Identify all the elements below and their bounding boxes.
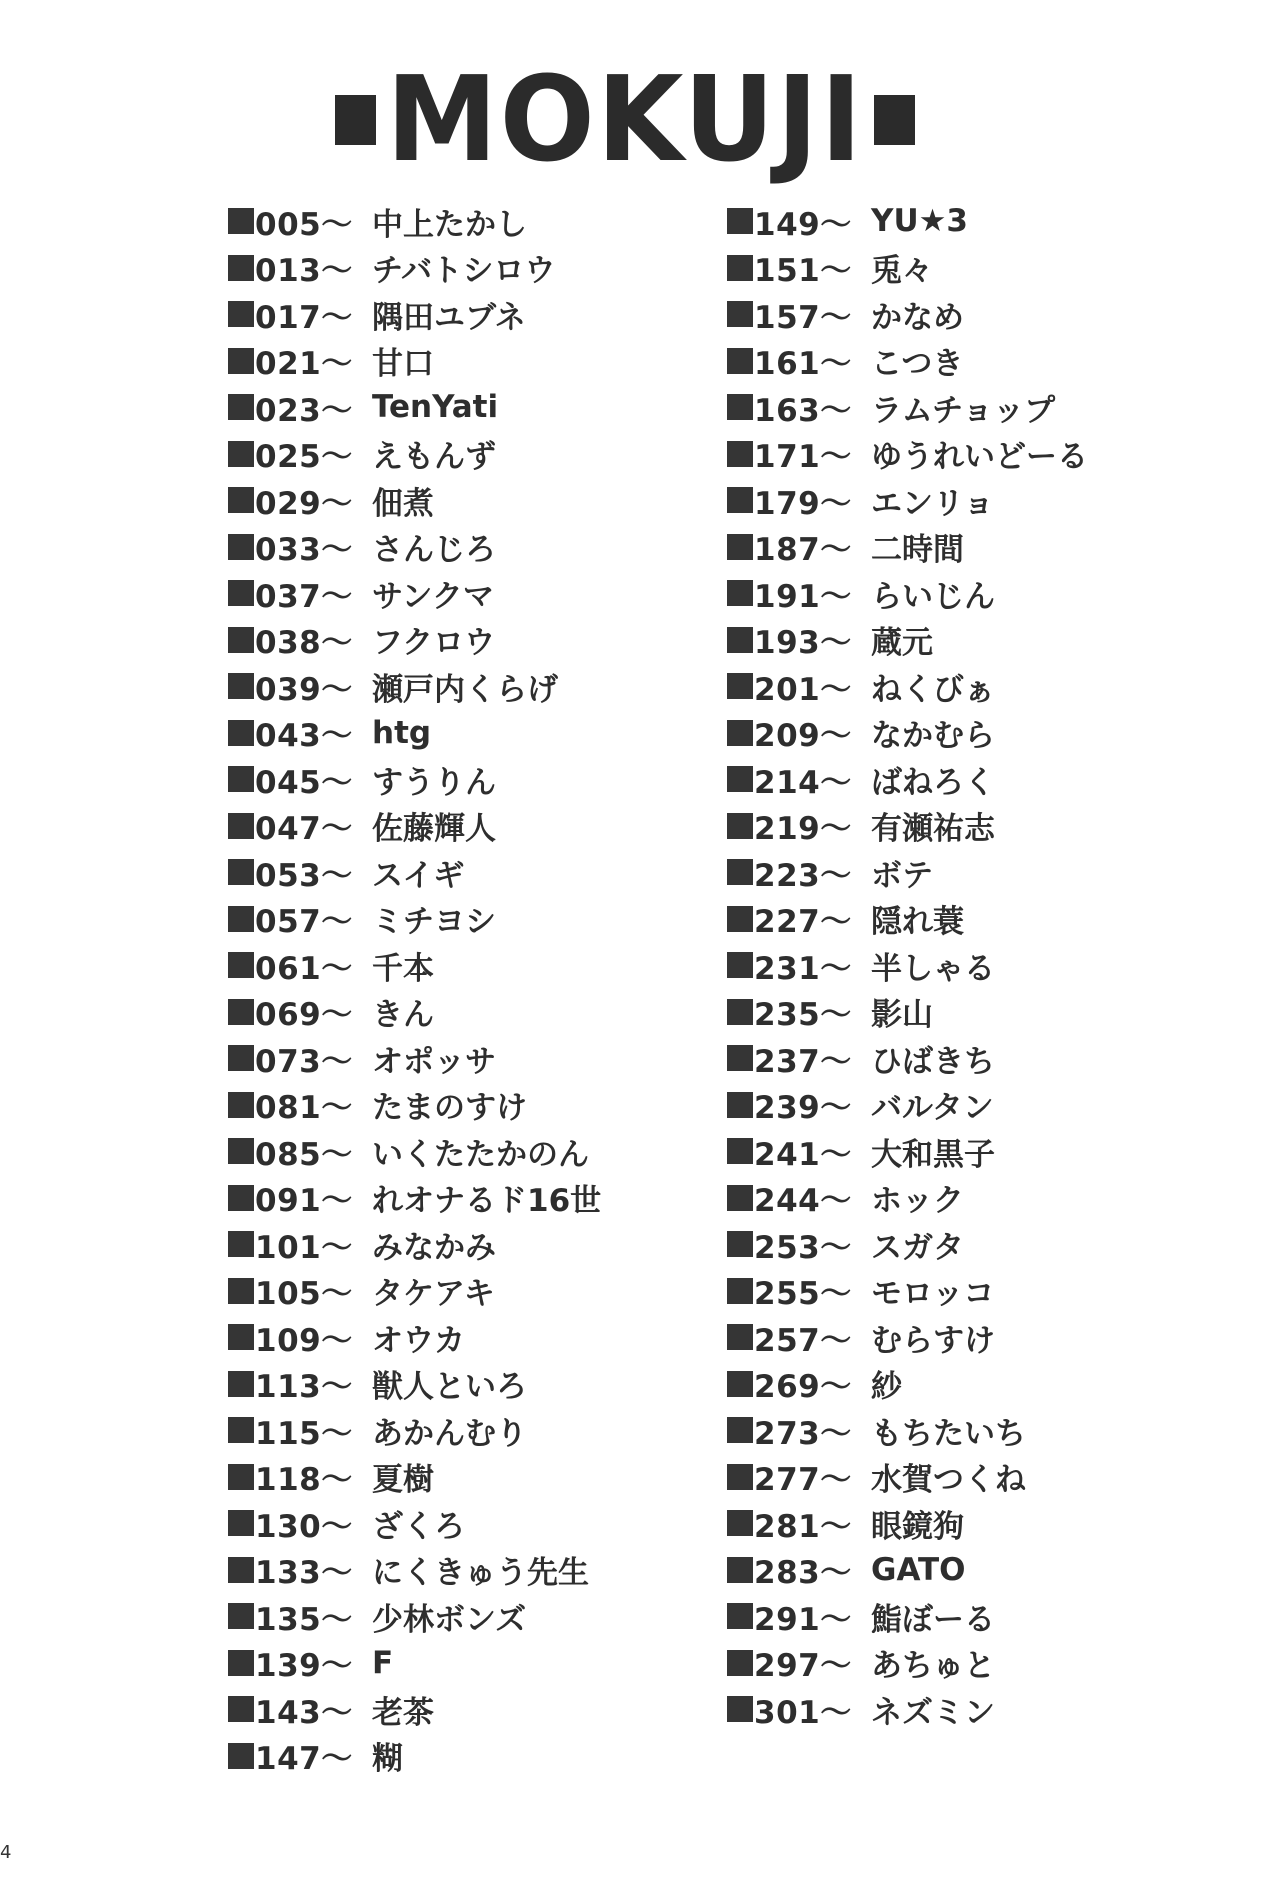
entry-page-number: 179～	[754, 485, 852, 522]
entry-page-number: 283～	[754, 1555, 852, 1592]
entry-page-number: 163～	[754, 392, 852, 429]
entry-page-number: 115～	[255, 1415, 353, 1452]
toc-entry	[228, 1547, 601, 1594]
entry-page-number: 069～	[255, 997, 353, 1034]
entry-page-number: 157～	[754, 299, 852, 336]
entry-page-number: 257～	[754, 1322, 852, 1359]
entry-author-name: ボテ	[871, 857, 933, 894]
entry-author-name: もちたいち	[871, 1415, 1026, 1452]
bullet-square-icon	[727, 534, 753, 560]
toc-entry	[228, 524, 601, 571]
toc-entry	[727, 245, 1088, 292]
toc-entry	[228, 1221, 601, 1268]
entry-page-number: 029～	[255, 485, 353, 522]
toc-entry	[727, 756, 1088, 803]
toc-entry	[727, 477, 1088, 524]
entry-page-number: 023～	[255, 392, 353, 429]
entry-page-number: 291～	[754, 1601, 852, 1638]
bullet-square-icon	[228, 301, 254, 327]
bullet-square-icon	[727, 1371, 753, 1397]
entry-author-name: かなめ	[871, 299, 964, 336]
entry-author-name: えもんず	[372, 439, 496, 476]
bullet-square-icon	[228, 1092, 254, 1118]
bullet-square-icon	[727, 1464, 753, 1490]
bullet-square-icon	[228, 906, 254, 932]
bullet-square-icon	[727, 1185, 753, 1211]
toc-entry	[727, 1500, 1088, 1547]
bullet-square-icon	[727, 720, 753, 746]
toc-entry	[727, 1454, 1088, 1501]
toc-entry	[228, 1175, 601, 1222]
bullet-square-icon	[228, 1464, 254, 1490]
toc-entry	[727, 1082, 1088, 1129]
bullet-square-icon	[727, 1603, 753, 1629]
entry-page-number: 241～	[754, 1136, 852, 1173]
toc-entry	[228, 1407, 601, 1454]
bullet-square-icon	[727, 673, 753, 699]
entry-page-number: 219～	[754, 811, 852, 848]
entry-author-name: ホック	[871, 1183, 964, 1220]
toc-entry	[727, 617, 1088, 664]
bullet-square-icon	[727, 813, 753, 839]
toc-entry	[228, 1500, 601, 1547]
entry-author-name: TenYati	[372, 389, 499, 426]
toc-entry	[228, 384, 601, 431]
entry-author-name: サンクマ	[372, 578, 494, 615]
entry-page-number: 133～	[255, 1555, 353, 1592]
toc-entry	[228, 756, 601, 803]
bullet-square-icon	[228, 580, 254, 606]
entry-author-name: 眼鏡狗	[871, 1508, 964, 1545]
page-title	[335, 51, 915, 189]
toc-entry	[727, 942, 1088, 989]
toc-entry	[228, 1640, 601, 1687]
entry-author-name: 半しゃる	[871, 950, 995, 987]
toc-entry	[228, 849, 601, 896]
entry-page-number: 171～	[754, 439, 852, 476]
entry-page-number: 061～	[255, 950, 353, 987]
page-number: 4	[0, 1842, 12, 1863]
entry-author-name: YU★3	[871, 203, 968, 240]
toc-entry	[228, 1593, 601, 1640]
entry-author-name: オウカ	[372, 1322, 465, 1359]
bullet-square-icon	[228, 1557, 254, 1583]
entry-page-number: 143～	[255, 1694, 353, 1731]
bullet-square-icon	[727, 1138, 753, 1164]
entry-author-name: 蔵元	[871, 625, 933, 662]
toc-entry	[228, 338, 601, 385]
bullet-square-icon	[228, 1278, 254, 1304]
toc-entry	[727, 803, 1088, 850]
bullet-square-icon	[228, 720, 254, 746]
entry-page-number: 231～	[754, 950, 852, 987]
entry-author-name: あかんむり	[372, 1415, 527, 1452]
bullet-square-icon	[727, 1417, 753, 1443]
bullet-square-icon	[228, 1045, 254, 1071]
bullet-square-icon	[228, 673, 254, 699]
entry-author-name: ミチヨシ	[372, 904, 496, 941]
toc-entry	[228, 477, 601, 524]
entry-page-number: 047～	[255, 811, 353, 848]
bullet-square-icon	[228, 1696, 254, 1722]
entry-page-number: 013～	[255, 253, 353, 290]
toc-entry	[727, 1268, 1088, 1315]
toc-entry	[228, 1454, 601, 1501]
bullet-square-icon	[727, 1650, 753, 1676]
entry-page-number: 301～	[754, 1694, 852, 1731]
bullet-square-icon	[727, 952, 753, 978]
title-square-right-icon	[874, 95, 915, 145]
toc-entry	[228, 1361, 601, 1408]
bullet-square-icon	[727, 1324, 753, 1350]
entry-author-name: あちゅと	[871, 1648, 995, 1685]
entry-page-number: 237～	[754, 1043, 852, 1080]
entry-author-name: オポッサ	[372, 1043, 496, 1080]
entry-page-number: 053～	[255, 857, 353, 894]
entry-author-name: 有瀬祐志	[871, 811, 995, 848]
toc-entry	[727, 849, 1088, 896]
entry-page-number: 081～	[255, 1090, 353, 1127]
entry-page-number: 227～	[754, 904, 852, 941]
entry-page-number: 297～	[754, 1648, 852, 1685]
toc-entry	[228, 989, 601, 1036]
entry-author-name: ラムチョップ	[871, 392, 1056, 429]
bullet-square-icon	[727, 487, 753, 513]
entry-page-number: 149～	[754, 206, 852, 243]
entry-author-name: みなかみ	[372, 1229, 496, 1266]
entry-page-number: 161～	[754, 346, 852, 383]
entry-author-name: ネズミン	[871, 1694, 995, 1731]
entry-page-number: 091～	[255, 1183, 353, 1220]
entry-page-number: 085～	[255, 1136, 353, 1173]
entry-author-name: GATO	[871, 1551, 966, 1588]
entry-page-number: 130～	[255, 1508, 353, 1545]
bullet-square-icon	[228, 1510, 254, 1536]
entry-page-number: 201～	[754, 671, 852, 708]
toc-entry	[228, 617, 601, 664]
entry-author-name: 獣人といろ	[372, 1369, 527, 1406]
entry-author-name: 老茶	[372, 1694, 434, 1731]
entry-author-name: モロッコ	[871, 1276, 995, 1313]
toc-entry	[228, 291, 601, 338]
entry-page-number: 277～	[754, 1462, 852, 1499]
entry-page-number: 193～	[754, 625, 852, 662]
entry-author-name: F	[372, 1644, 394, 1681]
toc-entry	[727, 1407, 1088, 1454]
bullet-square-icon	[228, 766, 254, 792]
toc-entry	[228, 1128, 601, 1175]
entry-author-name: 中上たかし	[372, 206, 527, 243]
entry-page-number: 005～	[255, 206, 353, 243]
toc-entry	[228, 896, 601, 943]
bullet-square-icon	[727, 255, 753, 281]
entry-author-name: 佐藤輝人	[372, 811, 496, 848]
entry-author-name: 大和黒子	[871, 1136, 995, 1173]
entry-page-number: 045～	[255, 764, 353, 801]
bullet-square-icon	[727, 859, 753, 885]
entry-page-number: 269～	[754, 1369, 852, 1406]
toc-entry	[727, 710, 1088, 757]
entry-page-number: 139～	[255, 1648, 353, 1685]
bullet-square-icon	[228, 394, 254, 420]
entry-page-number: 033～	[255, 532, 353, 569]
bullet-square-icon	[228, 1138, 254, 1164]
entry-author-name: 瀬戸内くらげ	[372, 671, 558, 708]
bullet-square-icon	[228, 1603, 254, 1629]
bullet-square-icon	[727, 1045, 753, 1071]
entry-page-number: 039～	[255, 671, 353, 708]
toc-entry	[228, 245, 601, 292]
entry-author-name: 隠れ蓑	[871, 904, 964, 941]
bullet-square-icon	[228, 1743, 254, 1769]
entry-author-name: 紗	[871, 1369, 902, 1406]
bullet-square-icon	[727, 1510, 753, 1536]
entry-page-number: 209～	[754, 718, 852, 755]
bullet-square-icon	[727, 999, 753, 1025]
entry-author-name: タケアキ	[372, 1276, 495, 1313]
entry-author-name: バルタン	[871, 1090, 994, 1127]
entry-author-name: 影山	[871, 997, 933, 1034]
entry-page-number: 281～	[754, 1508, 852, 1545]
entry-page-number: 105～	[255, 1276, 353, 1313]
entry-author-name: ばねろく	[871, 764, 995, 801]
entry-page-number: 135～	[255, 1601, 353, 1638]
bullet-square-icon	[228, 348, 254, 374]
entry-author-name: きん	[372, 997, 434, 1034]
entry-page-number: 255～	[754, 1276, 852, 1313]
entry-page-number: 113～	[255, 1369, 353, 1406]
entry-author-name: こつき	[871, 346, 964, 383]
entry-page-number: 118～	[255, 1462, 353, 1499]
entry-author-name: エンリョ	[871, 485, 995, 522]
entry-author-name: なかむら	[871, 718, 995, 755]
bullet-square-icon	[727, 1557, 753, 1583]
toc-entry	[727, 663, 1088, 710]
bullet-square-icon	[727, 348, 753, 374]
toc-entry	[228, 803, 601, 850]
toc-entry	[727, 1175, 1088, 1222]
bullet-square-icon	[228, 255, 254, 281]
bullet-square-icon	[228, 1185, 254, 1211]
entry-author-name: htg	[372, 714, 432, 751]
entry-page-number: 191～	[754, 578, 852, 615]
entry-author-name: 隅田ユブネ	[372, 299, 526, 336]
bullet-square-icon	[228, 208, 254, 234]
toc-entry	[727, 338, 1088, 385]
bullet-square-icon	[727, 627, 753, 653]
entry-page-number: 109～	[255, 1322, 353, 1359]
toc-entry	[727, 1593, 1088, 1640]
entry-author-name: 水賀つくね	[871, 1462, 1026, 1499]
bullet-square-icon	[727, 766, 753, 792]
bullet-square-icon	[228, 952, 254, 978]
bullet-square-icon	[228, 534, 254, 560]
bullet-square-icon	[727, 1092, 753, 1118]
entry-page-number: 025～	[255, 439, 353, 476]
entry-page-number: 037～	[255, 578, 353, 615]
entry-page-number: 021～	[255, 346, 353, 383]
toc-entry	[727, 1221, 1088, 1268]
bullet-square-icon	[228, 1324, 254, 1350]
entry-page-number: 223～	[754, 857, 852, 894]
toc-entry	[727, 1547, 1088, 1594]
toc-entry	[727, 989, 1088, 1036]
bullet-square-icon	[727, 301, 753, 327]
entry-page-number: 043～	[255, 718, 353, 755]
toc-entry	[727, 384, 1088, 431]
bullet-square-icon	[727, 394, 753, 420]
toc-entry	[228, 1035, 601, 1082]
toc-entry	[228, 1686, 601, 1733]
toc-entry	[727, 198, 1088, 245]
entry-author-name: ゆうれいどーる	[871, 439, 1088, 476]
entry-page-number: 017～	[255, 299, 353, 336]
entry-author-name: たまのすけ	[372, 1090, 527, 1127]
toc-entry	[727, 570, 1088, 617]
toc-right-column	[727, 198, 1088, 1733]
bullet-square-icon	[228, 999, 254, 1025]
bullet-square-icon	[228, 627, 254, 653]
toc-entry	[228, 198, 601, 245]
entry-author-name: れオナるド16世	[372, 1183, 602, 1220]
entry-page-number: 235～	[754, 997, 852, 1034]
entry-page-number: 147～	[255, 1741, 353, 1778]
toc-entry	[727, 1361, 1088, 1408]
toc-entry	[228, 1268, 601, 1315]
bullet-square-icon	[228, 1371, 254, 1397]
entry-page-number: 151～	[754, 253, 852, 290]
entry-author-name: むらすけ	[871, 1322, 995, 1359]
toc-entry	[727, 431, 1088, 478]
entry-author-name: ひばきち	[871, 1043, 995, 1080]
bullet-square-icon	[727, 208, 753, 234]
entry-author-name: チバトシロウ	[372, 253, 556, 290]
entry-author-name: いくたたかのん	[372, 1136, 589, 1173]
entry-author-name: スガタ	[871, 1229, 964, 1266]
entry-author-name: 千本	[372, 950, 434, 987]
entry-page-number: 244～	[754, 1183, 852, 1220]
toc-entry	[727, 1686, 1088, 1733]
entry-author-name: 兎々	[871, 253, 933, 290]
entry-page-number: 101～	[255, 1229, 353, 1266]
toc-entry	[228, 663, 601, 710]
entry-author-name: フクロウ	[372, 625, 496, 662]
entry-page-number: 214～	[754, 764, 852, 801]
toc-entry	[228, 1082, 601, 1129]
entry-author-name: にくきゅう先生	[372, 1555, 589, 1592]
bullet-square-icon	[228, 1417, 254, 1443]
toc-entry	[727, 1035, 1088, 1082]
bullet-square-icon	[228, 1650, 254, 1676]
toc-entry	[727, 291, 1088, 338]
entry-page-number: 057～	[255, 904, 353, 941]
toc-entry	[228, 431, 601, 478]
bullet-square-icon	[228, 487, 254, 513]
entry-author-name: ねくびぁ	[871, 671, 995, 708]
entry-author-name: スイギ	[372, 857, 465, 894]
entry-author-name: 二時間	[871, 532, 964, 569]
entry-author-name: さんじろ	[372, 532, 496, 569]
entry-page-number: 187～	[754, 532, 852, 569]
toc-entry	[228, 1314, 601, 1361]
toc-entry	[727, 896, 1088, 943]
bullet-square-icon	[727, 1278, 753, 1304]
toc-entry	[727, 1314, 1088, 1361]
entry-author-name: 糊	[372, 1741, 403, 1778]
bullet-square-icon	[228, 813, 254, 839]
entry-author-name: 鮨ぼーる	[871, 1601, 995, 1638]
title-text: MOKUJI	[386, 51, 864, 189]
entry-author-name: 少林ボンズ	[372, 1601, 527, 1638]
entry-page-number: 073～	[255, 1043, 353, 1080]
entry-page-number: 038～	[255, 625, 353, 662]
entry-author-name: 甘口	[372, 346, 434, 383]
entry-author-name: すうりん	[372, 764, 496, 801]
bullet-square-icon	[727, 1696, 753, 1722]
toc-entry	[228, 942, 601, 989]
toc-entry	[228, 1733, 601, 1780]
entry-page-number: 239～	[754, 1090, 852, 1127]
bullet-square-icon	[727, 580, 753, 606]
entry-page-number: 253～	[754, 1229, 852, 1266]
entry-author-name: 夏樹	[372, 1462, 434, 1499]
bullet-square-icon	[228, 441, 254, 467]
toc-entry	[727, 1128, 1088, 1175]
entry-author-name: 佃煮	[372, 485, 434, 522]
entry-author-name: ざくろ	[372, 1508, 465, 1545]
bullet-square-icon	[228, 859, 254, 885]
bullet-square-icon	[727, 441, 753, 467]
bullet-square-icon	[727, 906, 753, 932]
toc-entry	[228, 710, 601, 757]
toc-entry	[228, 570, 601, 617]
toc-entry	[727, 1640, 1088, 1687]
entry-page-number: 273～	[754, 1415, 852, 1452]
title-square-left-icon	[335, 95, 376, 145]
entry-author-name: らいじん	[871, 578, 995, 615]
bullet-square-icon	[228, 1231, 254, 1257]
toc-left-column	[228, 198, 601, 1779]
bullet-square-icon	[727, 1231, 753, 1257]
toc-entry	[727, 524, 1088, 571]
